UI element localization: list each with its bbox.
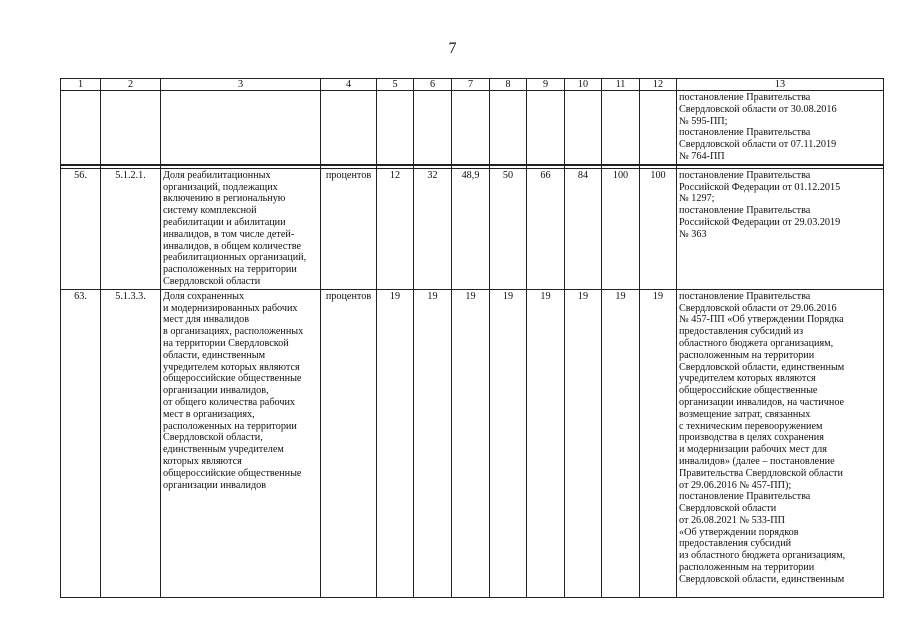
column-header: 4 [321, 79, 377, 91]
cell-source: постановление Правительства Российской Федерации от 01.12.2015 № 1297; постановление Правительства Российской Федерации от 29.03.2019 № 363 [677, 168, 884, 289]
cell-value: 50 [490, 168, 527, 289]
cell-value: 19 [527, 289, 565, 597]
cell-indicator: Доля сохраненных и модернизированных рабочих мест для инвалидов в организациях, расположенных на территории Свердловской области, единственным учредителем которых являются общероссийские общественные организации инвалидов, от общего количества рабочих мест в организациях, расположенных на территории Свердловской области, единственным учредителем которых являются общероссийские общественные организации инвалидов [161, 289, 321, 597]
column-header: 6 [414, 79, 452, 91]
cell-value: 19 [640, 289, 677, 597]
cell-value: 100 [602, 168, 640, 289]
cell-value: 19 [377, 289, 414, 597]
cell-value [414, 91, 452, 165]
indicators-table [60, 78, 884, 598]
cell-value: 19 [602, 289, 640, 597]
cell-value [490, 91, 527, 165]
cell-value: 32 [414, 168, 452, 289]
table-row [61, 289, 884, 597]
column-header: 7 [452, 79, 490, 91]
cell-value [377, 91, 414, 165]
table-row-continuation [61, 91, 884, 165]
cell-value: 19 [490, 289, 527, 597]
cell-number [61, 91, 101, 165]
cell-indicator: Доля реабилитационных организаций, подлежащих включению в региональную систему комплексной реабилитации и абилитации инвалидов, в том числе детей- инвалидов, в общем количестве реабилитационных организаций, расположенных на территории Свердловской области [161, 168, 321, 289]
cell-value [527, 91, 565, 165]
cell-value: 19 [565, 289, 602, 597]
column-header: 11 [602, 79, 640, 91]
cell-code: 5.1.2.1. [101, 168, 161, 289]
cell-source: постановление Правительства Свердловской области от 30.08.2016 № 595-ПП; постановление Правительства Свердловской области от 07.11.2019 № 764-ПП [677, 91, 884, 165]
cell-value: 48,9 [452, 168, 490, 289]
cell-unit [321, 91, 377, 165]
column-header: 12 [640, 79, 677, 91]
cell-code: 5.1.3.3. [101, 289, 161, 597]
cell-value: 19 [414, 289, 452, 597]
cell-value: 84 [565, 168, 602, 289]
cell-value: 100 [640, 168, 677, 289]
column-header: 10 [565, 79, 602, 91]
column-header: 1 [61, 79, 101, 91]
column-header: 3 [161, 79, 321, 91]
cell-unit: процентов [321, 168, 377, 289]
column-header: 2 [101, 79, 161, 91]
page-number: 7 [448, 40, 457, 57]
cell-value: 66 [527, 168, 565, 289]
cell-value [565, 91, 602, 165]
cell-value [452, 91, 490, 165]
column-header: 8 [490, 79, 527, 91]
cell-value [640, 91, 677, 165]
cell-value: 12 [377, 168, 414, 289]
column-number-row [61, 79, 884, 91]
cell-number: 56. [61, 168, 101, 289]
cell-unit: процентов [321, 289, 377, 597]
column-header: 9 [527, 79, 565, 91]
cell-indicator [161, 91, 321, 165]
column-header: 13 [677, 79, 884, 91]
cell-code [101, 91, 161, 165]
cell-value: 19 [452, 289, 490, 597]
column-header: 5 [377, 79, 414, 91]
table-row [61, 168, 884, 289]
cell-value [602, 91, 640, 165]
cell-source: постановление Правительства Свердловской области от 29.06.2016 № 457-ПП «Об утверждении Порядка предоставления субсидий из областного бюджета организациям, расположенным на территории Свердловской области, единственным учредителем которых являются общероссийские общественные организации инвалидов, на частичное возмещение затрат, связанных с техническим перевооружением производства в целях сохранения и модернизации рабочих мест для инвалидов» (далее – постановление Правительства Свердловской области от 29.06.2016 № 457-ПП); постановление Правительства Свердловской области от 26.08.2021 № 533-ПП «Об утверждении порядков предоставления субсидий из областного бюджета организациям, расположенным на территории Свердловской области, единственным [677, 289, 884, 597]
cell-number: 63. [61, 289, 101, 597]
